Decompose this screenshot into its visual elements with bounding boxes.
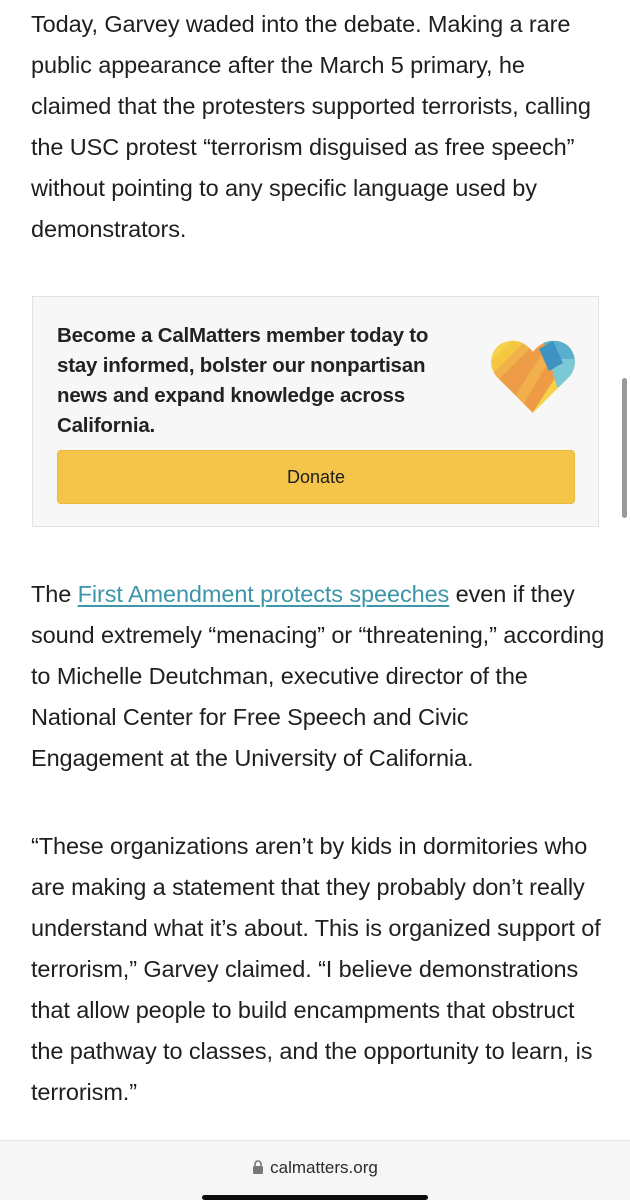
lock-icon <box>252 1160 264 1175</box>
promo-text: Become a CalMatters member today to stay informed, bolster our nonpartisan news and expand knowledge across California. <box>57 324 429 437</box>
heart-logo-icon <box>491 337 575 415</box>
article-paragraph: Today, Garvey waded into the debate. Making a rare public appearance after the March 5 primary, he claimed that the protesters supported terrorists, calling the USC protest “terrorism disguised as free speech” without pointing to any specific language used by demonstrators. <box>31 11 591 242</box>
membership-promo-box <box>32 296 599 527</box>
paragraph-text: The <box>31 581 78 607</box>
article-paragraph: “These organizations aren’t by kids in dormitories who are making a statement that they probably don’t really understand what it’s about. This is organized support of terrorism,” Garvey claimed. “I believe demonstrations that allow people to build encampments that obstruct the pathway to classes, and the opportunity to learn, is terrorism.” <box>31 833 601 1105</box>
home-indicator[interactable] <box>202 1195 428 1200</box>
url-text: calmatters.org <box>270 1158 378 1177</box>
first-amendment-link[interactable]: First Amendment protects speeches <box>77 581 450 607</box>
scrollbar[interactable] <box>622 378 627 518</box>
donate-button[interactable]: Donate <box>57 450 575 504</box>
article-paragraph <box>31 574 606 779</box>
paragraph-text: even if they sound extremely “menacing” or “threatening,” according to Michelle Deutchman, executive director of the National Center for Free Speech and Civic Engagement at the University of California. <box>31 581 605 771</box>
browser-url-bar[interactable] <box>0 1140 630 1200</box>
url-display[interactable] <box>0 1158 630 1178</box>
